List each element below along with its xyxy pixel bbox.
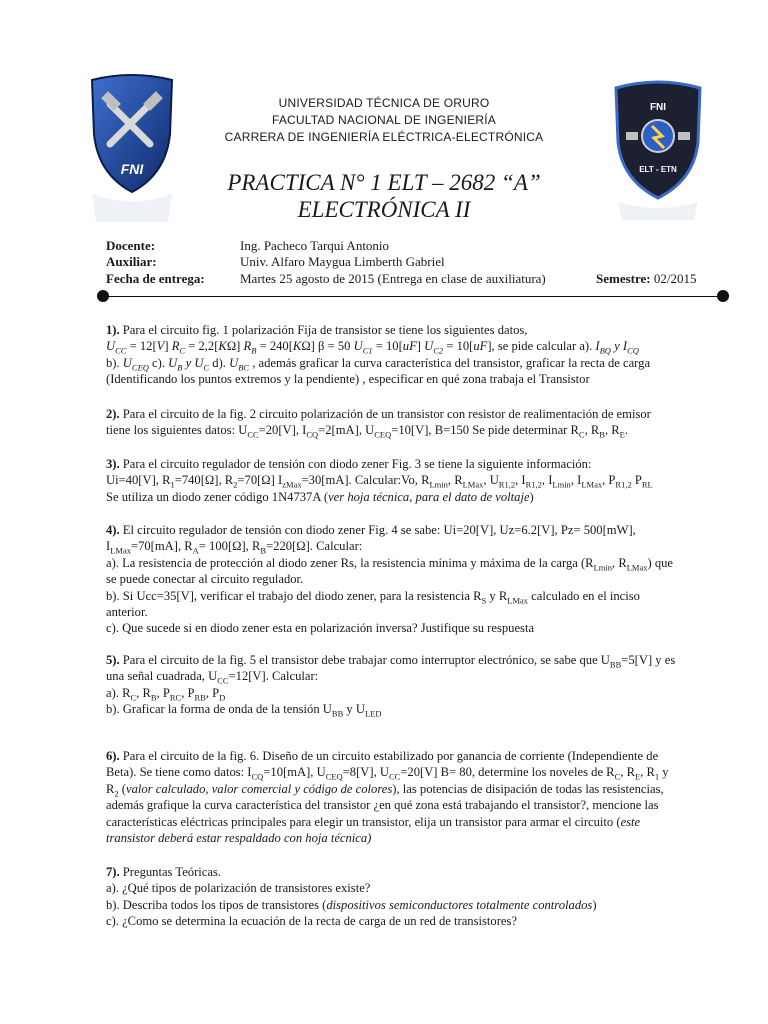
header-divider: [103, 296, 723, 297]
course-title: ELECTRÓNICA II: [297, 197, 471, 222]
docente-value: Ing. Pacheco Tarqui Antonio: [240, 238, 390, 253]
question-6: 6). Para el circuito de la fig. 6. Diseño de un circuito estabilizado por ganancia de corriente (Independiente de Beta). Se tiene como datos: $I_{CQ}=10[mA]$, $U_{CEQ}=8[V]$, $U_{CC}=20[V]$ B= 80, determine los noveles de $R_C$, $R_E$, $R_1$ y $R_2$ (valor calculado, valor comercial y código de colores), las potencias de disipación de todas las resistencias, además grafique la curva característica del transistor ¿en qué zona está trabajando el transistor?, mencione las características eléctricas principales para elegir un transistor, elija un transistor para armar el circuito (este transistor deberá estar respaldado con hoja técnica): [106, 749, 669, 846]
divider-dot-left: [97, 290, 109, 302]
svg-text:FNI: FNI: [120, 161, 144, 177]
docente-label: Docente:: [106, 238, 156, 253]
question-4: 4). El circuito regulador de tensión con diodo zener Fig. 4 se sabe: Ui=20[V], Uz=6.2[V], Pz= 500[mW], $I_{LMax}=70[mA]$, $R_A= 100[\Omega]$, $R_B=220[\Omega]$. Calcular: a). La resistencia de protección al diodo zener Rs, la resistencia mínima y máxima de la carga ($R_{Lmin}$, $R_{LMax}$) que se puede conectar al circuito regulador. b). Si Ucc=35[V], verificar el trabajo del diodo zener, para la resistencia $R_S$ y $R_{LMax}$ calculado en el inciso anterior. c). Que sucede si en diodo zener esta en polarización inversa? Justifique su respuesta: [106, 523, 674, 636]
svg-text:FNI: FNI: [649, 102, 667, 113]
practice-title: PRACTICA N° 1 ELT – 2682 “A”: [227, 170, 541, 195]
question-2: 2). Para el circuito de la fig. 2 circuito polarización de un transistor con resistor de realimentación de emisor tiene los siguientes datos: $U_{CC}=20[V]$, $I_{CQ}=2[mA]$, $U_{CEQ}=10[V]$, B=150 Se pide determinar $R_C$, $R_B$, $R_E$.: [106, 407, 651, 440]
fecha-value: Martes 25 agosto de 2015 (Entrega en clase de auxiliatura): [240, 271, 546, 286]
question-3: 3). Para el circuito regulador de tensión con diodo zener Fig. 3 se tiene la siguiente información: Ui=40[V], $R_1=740[\Omega]$, $R_2=70[\Omega]$ $I_{zMax}=30[mA]$. Calcular:Vo, $R_{Lmin}$, $R_{LMax}$, $U_{R1,2}$, $I_{R1,2}$, $I_{Lmin}$, $I_{LMax}$, $P_{R1,2}$ $P_{RL}$ Se utiliza un diodo zener código 1N4737A (ver hoja técnica, para el dato de voltaje): [106, 457, 653, 504]
divider-dot-right: [717, 290, 729, 302]
auxiliar-label: Auxiliar:: [106, 254, 157, 269]
university-name: UNIVERSIDAD TÉCNICA DE ORURO: [278, 96, 490, 110]
faculty-name: FACULTAD NACIONAL DE INGENIERÍA: [271, 113, 497, 127]
question-7: 7). Preguntas Teóricas. a). ¿Qué tipos de polarización de transistores existe? b). Describa todos los tipos de transistores (dispositivos semiconductores totalmente controlados) c). ¿Como se determina la ecuación de la recta de carga de un red de transistores?: [106, 865, 597, 929]
svg-text:ELT - ETN: ELT - ETN: [639, 165, 677, 174]
career-name: CARRERA DE INGENIERÍA ELÉCTRICA-ELECTRÓNICA: [224, 130, 544, 144]
question-1: 1). Para el circuito fig. 1 polarización Fija de transistor se tiene los siguientes datos, $U_{CC} = 12[V] R_C = 2,2[K\Omega] R_B = 240[K\Omega] \beta = 50$ $U_{C1} = 10[uF] U_{C2} = 10[uF]$, se pide calcular a). $I_{BQ}$ y $I_{CQ}$ b). $U_{CEQ}$ c). $U_B$ y $U_C$ d). $U_{BC}$ , además graficar la curva característica del transistor, graficar la recta de carga (Identificando los puntos extremos y la pendiente) , especificar en qué zona trabaja el Transistor: [106, 323, 651, 387]
semestre: Semestre: 02/2015: [596, 271, 697, 286]
auxiliar-value: Univ. Alfaro Maygua Limberth Gabriel: [240, 254, 445, 269]
fecha-label: Fecha de entrega:: [106, 271, 205, 286]
question-5: 5). Para el circuito de la fig. 5 el transistor debe trabajar como interruptor electrónico, se sabe que $U_{BB}=5[V]$ y es una señal cuadrada, $U_{CC}=12[V]$. Calcular: a). $R_C$, $R_B$, $P_{RC}$, $P_{RB}$, $P_D$ b). Graficar la forma de onda de la tensión $U_{BB}$ y $U_{LED}$: [106, 653, 676, 719]
